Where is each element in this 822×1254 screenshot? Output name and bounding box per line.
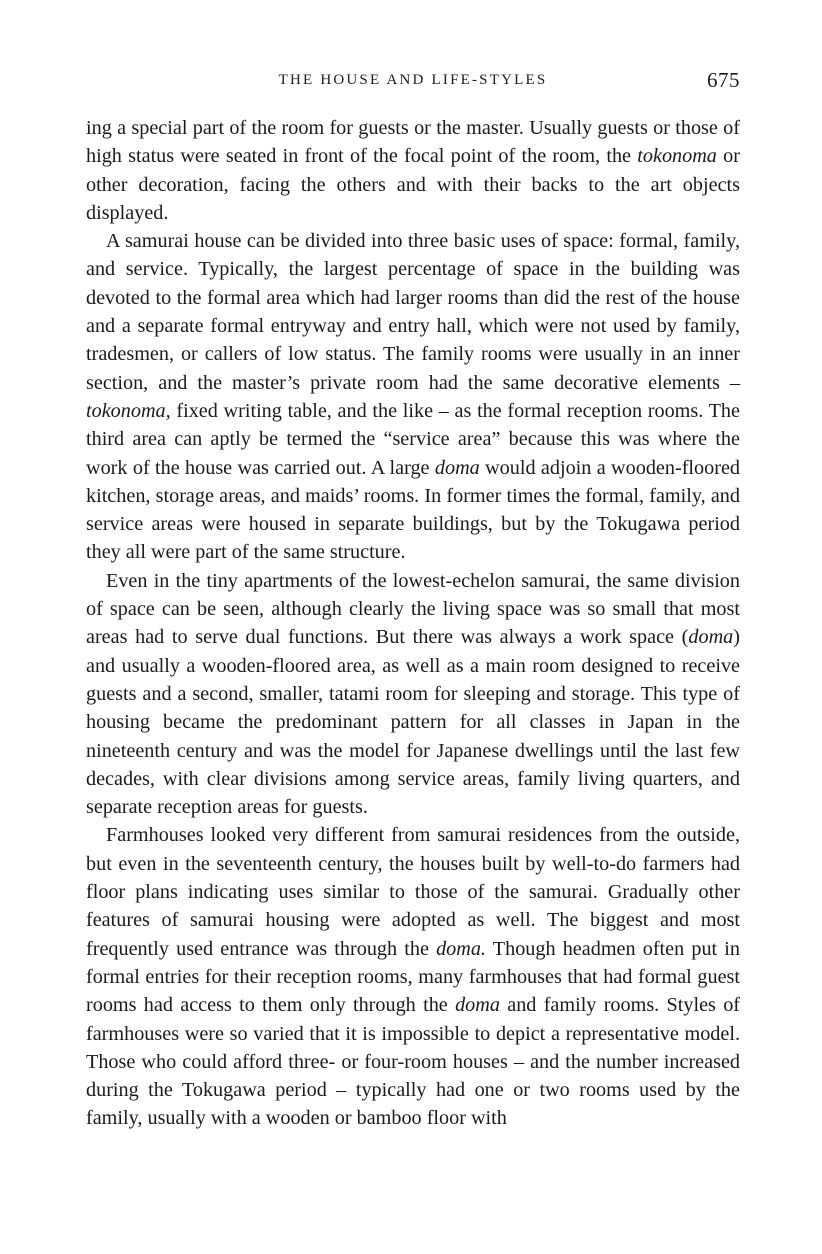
italic-term: doma.	[436, 937, 486, 960]
text-run: fixed writing table, and the like – as the formal reception rooms. The third area can aptly be termed the “service area” because this was where the work of the house was carried out. A large	[86, 399, 740, 479]
text-run: Though headmen often put in formal entries for their reception rooms, many farmhouses that had formal guest rooms had access to them only through the	[86, 937, 740, 1017]
page-number: 675	[707, 68, 740, 92]
italic-term: doma	[455, 994, 500, 1017]
text-run: and family rooms. Styles of farmhouses were so varied that it is impossible to depict a representative model. Those who could afford three- or four-room houses – and the number increased during the Tokugawa period – typically had one or two rooms used by the family, usually with a wooden or bamboo floor with	[86, 994, 741, 1130]
text-run: Farmhouses looked very different from samurai residences from the outside, but even in the seventeenth century, the houses built by well-to-do farmers had floor plans indicating uses similar to those of the samurai. Gradually other features of samurai housing were adopted as well. The biggest and most frequently used entrance was through the	[86, 824, 740, 960]
running-title: THE HOUSE AND LIFE-STYLES	[278, 72, 548, 88]
italic-term: doma	[434, 456, 480, 479]
italic-term: doma	[688, 626, 734, 649]
paragraph-3	[86, 567, 740, 822]
italic-term: tokonoma,	[86, 399, 171, 422]
italic-term: tokonoma	[637, 145, 717, 168]
body-text	[86, 114, 740, 1133]
paragraph-1	[86, 114, 740, 227]
paragraph-2	[86, 227, 740, 567]
text-run: or other decoration, facing the others and with their backs to the art objects displayed.	[86, 145, 740, 224]
book-page	[86, 60, 740, 1133]
running-head	[86, 60, 740, 100]
text-run: ing a special part of the room for guests or the master. Usually guests or those of high status were seated in front of the focal point of the room, the	[86, 117, 740, 168]
paragraph-4	[86, 821, 740, 1132]
text-run: ) and usually a wooden-floored area, as well as a main room designed to receive guests and a second, smaller, tatami room for sleeping and storage. This type of housing became the predominant pattern for all classes in Japan in the nineteenth century and was the model for Japanese dwellings until the last few decades, with clear divisions among service areas, family living quarters, and separate reception areas for guests.	[86, 626, 740, 819]
text-run: Even in the tiny apartments of the lowest-echelon samurai, the same division of space can be seen, although clearly the living space was so small that most areas had to serve dual functions. But there was always a work space (	[86, 569, 740, 649]
text-run: would adjoin a wooden-floored kitchen, storage areas, and maids’ rooms. In former times the formal, family, and service areas were housed in separate buildings, but by the Tokugawa period they all were part of the same structure.	[86, 456, 740, 564]
text-run: A samurai house can be divided into three basic uses of space: formal, family, and service. Typically, the largest percentage of space in the building was devoted to the formal area which had larger rooms than did the rest of the house and a separate formal entryway and entry hall, which were not used by family, tradesmen, or callers of low status. The family rooms were usually in an inner section, and the master’s private room had the same decorative elements –	[86, 230, 740, 394]
